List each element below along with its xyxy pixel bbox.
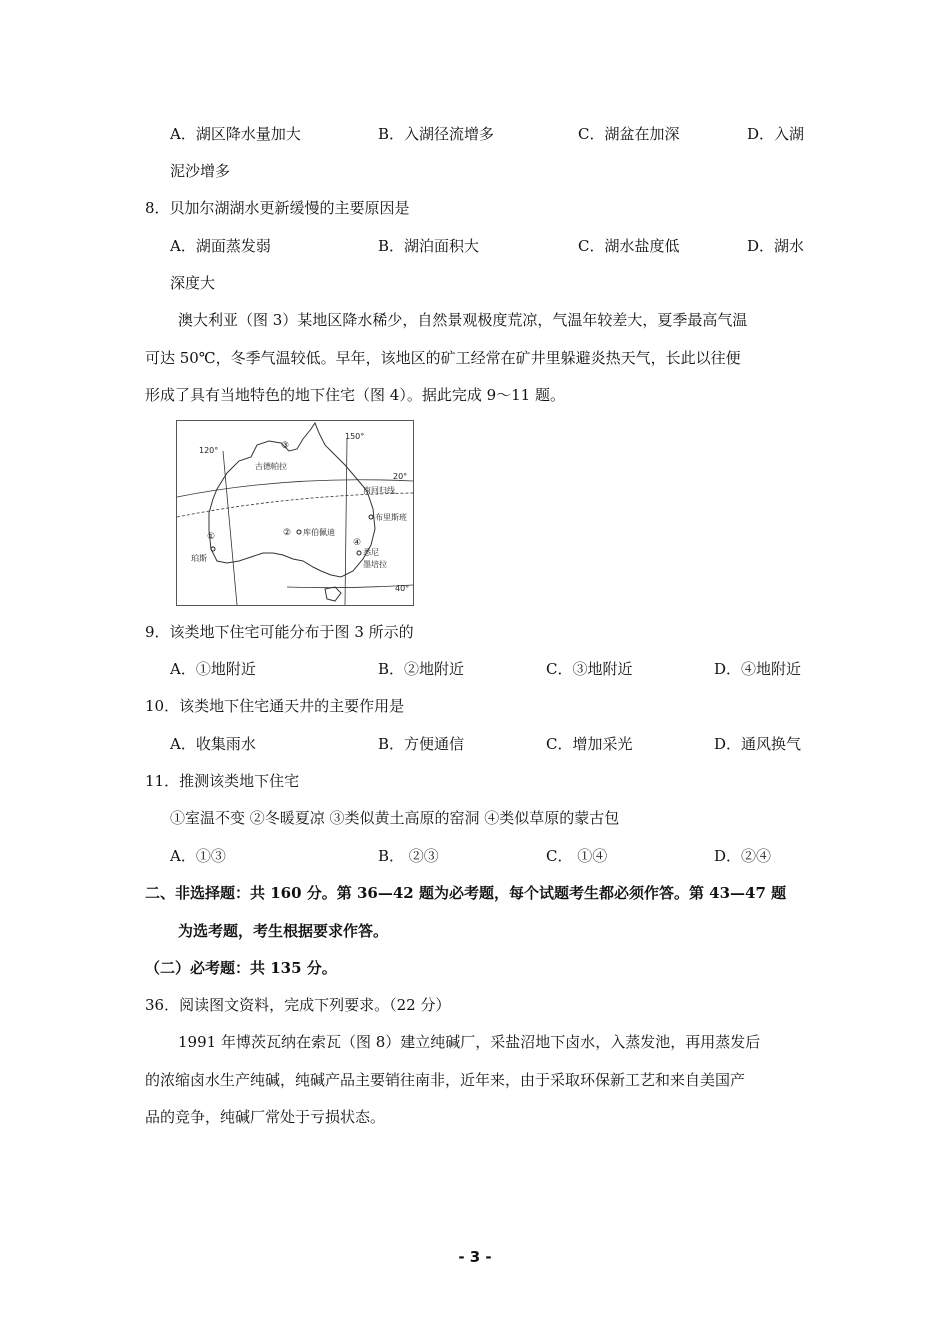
q36-para-line-2: 的浓缩卤水生产纯碱，纯碱产品主要销往南非，近年来，由于采取环保新工艺和来自美国产 <box>145 1071 746 1089</box>
marker-2: ② <box>283 528 292 538</box>
q9-option-a: A．①地附近 <box>170 660 256 678</box>
label-lon-150: 150° <box>345 432 365 441</box>
place-sydney: 悉尼 <box>363 548 379 557</box>
label-lat-20: 20° <box>393 472 408 481</box>
meridian-120 <box>223 451 237 605</box>
intro-line-1: 澳大利亚（图 3）某地区降水稀少，自然景观极度荒凉，气温年较差大，夏季最高气温 <box>178 311 748 329</box>
q9-stem: 9．该类地下住宅可能分布于图 3 所示的 <box>145 623 414 641</box>
australia-map <box>176 420 414 606</box>
place-tropic-label: 南回归线 <box>363 486 395 495</box>
q9-option-d: D．④地附近 <box>714 660 802 678</box>
q10-option-b: B．方便通信 <box>378 735 465 753</box>
q7-option-c: C．湖盆在加深 <box>578 125 680 143</box>
section2-heading-line1: 二、非选择题：共 160 分。第 36—42 题为必考题，每个试题考生都必须作答。第 43—47 题 <box>145 884 787 902</box>
coober-pedy-dot <box>297 530 301 534</box>
q9-option-b: B．②地附近 <box>378 660 465 678</box>
place-gudpala: 古德帕拉 <box>255 462 287 471</box>
label-lat-40: 40° <box>395 584 410 593</box>
label-lon-120: 120° <box>199 446 219 455</box>
brisbane-dot <box>369 515 373 519</box>
q7-option-a: A．湖区降水量加大 <box>170 125 301 143</box>
sydney-dot <box>357 551 361 555</box>
q8-option-a: A．湖面蒸发弱 <box>170 237 271 255</box>
q7-option-d-wrap: 泥沙增多 <box>170 162 231 180</box>
intro-line-2: 可达 50℃，冬季气温较低。早年，该地区的矿工经常在矿井里躲避炎热天气，长此以往便 <box>145 349 741 367</box>
marker-1: ① <box>207 532 216 542</box>
place-brisbane: 布里斯班 <box>375 513 407 522</box>
marker-3: ③ <box>281 441 290 451</box>
page-number: - 3 - <box>458 1248 492 1266</box>
meridian-150 <box>345 439 347 605</box>
q10-option-a: A．收集雨水 <box>170 735 256 753</box>
q8-option-d: D．湖水 <box>747 237 805 255</box>
q11-option-b: B． ②③ <box>378 847 439 865</box>
q8-option-c: C．湖水盐度低 <box>578 237 680 255</box>
q11-option-c: C． ①④ <box>546 847 608 865</box>
q8-stem: 8．贝加尔湖湖水更新缓慢的主要原因是 <box>145 199 410 217</box>
perth-dot <box>211 547 215 551</box>
q7-option-b: B．入湖径流增多 <box>378 125 495 143</box>
q36-para-line-1: 1991 年博茨瓦纳在索瓦（图 8）建立纯碱厂，采盐沼地下卤水，入蒸发池，再用蒸发后 <box>178 1033 761 1051</box>
section2-heading-line2: 为选考题，考生根据要求作答。 <box>178 922 389 940</box>
q8-option-b: B．湖泊面积大 <box>378 237 480 255</box>
marker-4: ④ <box>353 538 362 548</box>
australia-map-svg <box>177 421 413 605</box>
q11-stem: 11．推测该类地下住宅 <box>145 772 300 790</box>
q10-stem: 10．该类地下住宅通天井的主要作用是 <box>145 697 405 715</box>
section2-subheading: （二）必考题：共 135 分。 <box>145 959 337 977</box>
q11-items: ①室温不变 ②冬暖夏凉 ③类似黄土高原的窑洞 ④类似草原的蒙古包 <box>170 809 620 827</box>
q8-option-d-wrap: 深度大 <box>170 274 216 292</box>
q11-option-d: D．②④ <box>714 847 772 865</box>
intro-line-3: 形成了具有当地特色的地下住宅（图 4）。据此完成 9～11 题。 <box>145 386 565 404</box>
q7-option-d: D．入湖 <box>747 125 805 143</box>
q36-para-line-3: 品的竞争，纯碱厂常处于亏损状态。 <box>145 1108 386 1126</box>
q9-option-c: C．③地附近 <box>546 660 633 678</box>
place-perth: 珀斯 <box>191 554 207 563</box>
q36-stem: 36．阅读图文资料，完成下列要求。（22 分） <box>145 996 451 1014</box>
place-canberra: 墨培拉 <box>363 560 387 569</box>
q10-option-c: C．增加采光 <box>546 735 633 753</box>
tasmania-outline <box>325 587 341 601</box>
q11-option-a: A．①③ <box>170 847 226 865</box>
q10-option-d: D．通风换气 <box>714 735 802 753</box>
place-coober-pedy: 库伯佩迪 <box>303 528 335 537</box>
